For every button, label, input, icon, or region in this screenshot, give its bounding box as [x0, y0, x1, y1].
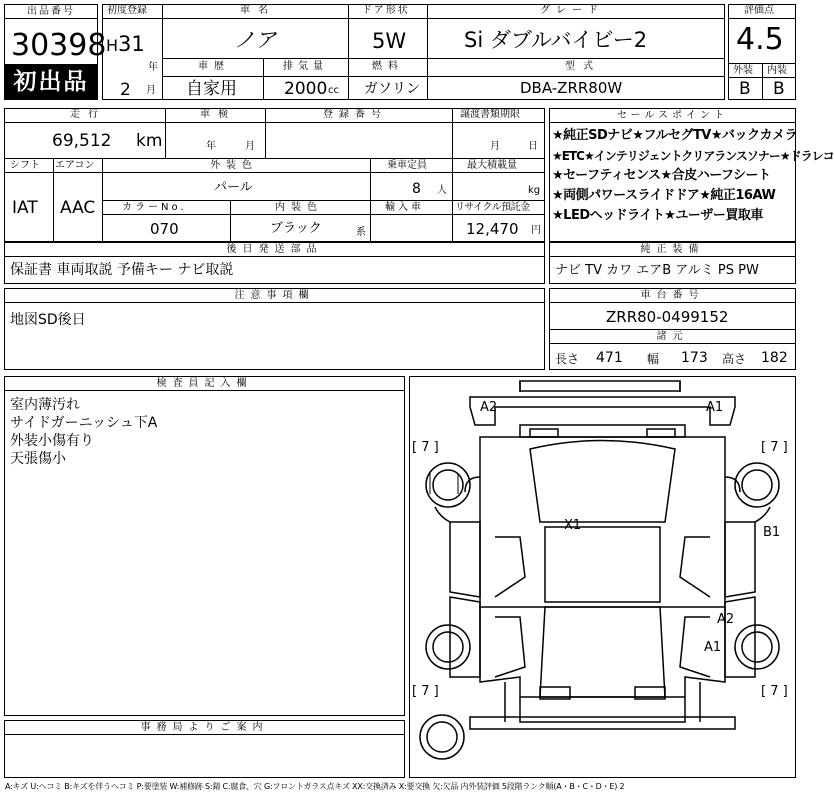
- door-type: 5W: [372, 29, 407, 53]
- equipment-label: 純正装備: [550, 243, 795, 257]
- sales-point-line: ★両側パワースライドドア★純正16AW: [552, 188, 776, 203]
- int-color-suffix: 系: [356, 227, 366, 238]
- inspection-label: 車検: [200, 109, 236, 120]
- exterior-grade-label: 外装: [733, 65, 753, 76]
- int-color-label: 内装色: [275, 202, 323, 213]
- front-panel-shape: [470, 397, 735, 425]
- inspection-year-unit: 年: [206, 141, 216, 152]
- model: DBA-ZRR80W: [520, 79, 623, 97]
- inspector-note: 外装小傷有り: [10, 433, 94, 449]
- equipment-text: ナビ TV カワ エアB アルミ PS PW: [555, 263, 759, 278]
- legend: A:キズ U:ヘコミ B:キズを伴うヘコミ P:要塗装 W:補修跡 S:錆 C:腐食、穴 G:フロントガラス点キズ XX:交換済み X:要交換 欠:欠品 内外装評価 5段階ランク順(A・B・C・D・E) 2: [5, 782, 625, 791]
- windshield-shape: [530, 441, 675, 523]
- right-front-door: [725, 522, 755, 597]
- inspector-note: 室内薄汚れ: [10, 397, 80, 413]
- fuel-label: 燃料: [372, 61, 404, 72]
- office-box: [4, 720, 405, 778]
- mark-right-rear-door: B1: [763, 525, 781, 540]
- transfer-day-unit: 日: [528, 141, 538, 152]
- car-diagram: [410, 377, 795, 777]
- spare-bracket-mark: [426, 481, 440, 494]
- score: 4.5: [736, 22, 784, 57]
- height-label: 高さ: [722, 352, 747, 366]
- length-label: 長さ: [555, 352, 580, 366]
- ac-label: エアコン: [55, 160, 95, 171]
- shift-label: シフト: [10, 160, 40, 171]
- tire-mark-fr: [ 7 ]: [761, 440, 788, 455]
- rear-glass-shape: [540, 607, 665, 697]
- mileage-unit: km: [136, 131, 163, 151]
- reg-year: 31: [118, 32, 145, 56]
- left-front-door: [450, 522, 480, 597]
- import-label: 輸入車: [385, 202, 424, 213]
- tire-mark-rl: [ 7 ]: [412, 684, 439, 699]
- inspector-note: サイドガーニッシュ下A: [10, 415, 158, 431]
- tire-mark-rr: [ 7 ]: [761, 684, 788, 699]
- model-label: 型式: [565, 61, 601, 72]
- era: H: [106, 36, 119, 55]
- history-label: 車歴: [198, 61, 230, 72]
- lot-number: 30398: [11, 28, 107, 63]
- dims-label: 諸元: [550, 330, 795, 344]
- first-listing-badge: 初出品: [4, 64, 98, 100]
- front-bumper-shape: [520, 381, 680, 391]
- left-rear-door: [450, 597, 480, 677]
- recycle-unit: 円: [531, 225, 541, 236]
- displacement-label: 排気量: [283, 61, 328, 72]
- history: 自家用: [186, 79, 237, 99]
- mileage: 69,512: [52, 131, 112, 151]
- door-label: ドア形状: [362, 5, 410, 16]
- inspector-label: 検査員記入欄: [5, 377, 404, 391]
- notes-label: 注意事項欄: [5, 289, 544, 303]
- mark-front-left: A2: [480, 400, 498, 415]
- rear-bumper-shape: [470, 717, 735, 729]
- month-unit: 月: [146, 85, 156, 96]
- notes-text: 地図SD後日: [10, 312, 86, 328]
- mark-front-right: A1: [706, 400, 724, 415]
- later-parts-box: [4, 242, 545, 284]
- year-unit: 年: [148, 62, 158, 73]
- height: 182: [761, 350, 788, 366]
- displacement: 2000: [284, 79, 328, 99]
- int-color: ブラック: [270, 221, 322, 236]
- color-no: 070: [150, 220, 179, 238]
- roof-shape: [545, 527, 660, 602]
- max-load-label: 最大積載量: [467, 160, 517, 171]
- sales-points-box: [549, 108, 834, 242]
- car-name: ノア: [234, 28, 276, 52]
- later-parts-text: 保証書 車両取説 予備キー ナビ取説: [10, 262, 234, 278]
- mark-right-quarter-a2: A2: [717, 612, 735, 627]
- sales-points-label: セールスポイント: [550, 109, 795, 123]
- fuel: ガソリン: [364, 81, 420, 97]
- transfer-month-unit: 月: [490, 141, 500, 152]
- car-diagram-box: [409, 376, 796, 778]
- first-reg-label: 初度登録: [107, 5, 147, 16]
- equipment-box: [549, 242, 796, 284]
- registration-label: 登録番号: [323, 109, 387, 120]
- inspector-box: [4, 376, 405, 716]
- chassis-label: 車台番号: [550, 289, 795, 303]
- recycle: 12,470: [466, 220, 519, 238]
- lot-number-label: 出品番号: [5, 5, 97, 19]
- mark-right-quarter-a1: A1: [704, 640, 722, 655]
- front-light-right: [647, 429, 675, 437]
- length: 471: [596, 350, 623, 366]
- interior-grade: B: [773, 79, 785, 99]
- color-no-label: カラーNo.: [122, 202, 187, 213]
- grade: Si ダブルバイビー2: [464, 28, 648, 52]
- car-name-label: 車名: [240, 5, 276, 16]
- transfer-label: 譲渡書類期限: [460, 109, 520, 120]
- width-label: 幅: [647, 352, 660, 366]
- ac: AAC: [60, 198, 96, 218]
- reg-month: 2: [120, 80, 131, 100]
- right-rear-door: [725, 597, 755, 677]
- chassis-box: [549, 288, 796, 370]
- capacity: 8: [412, 181, 421, 197]
- recycle-label: リサイクル預託金: [455, 202, 530, 213]
- displacement-unit: cc: [328, 85, 339, 96]
- later-parts-label: 後日発送部品: [5, 243, 544, 257]
- mark-roof: X1: [564, 518, 582, 533]
- capacity-unit: 人: [437, 185, 447, 196]
- interior-grade-label: 内装: [767, 65, 787, 76]
- sales-point-line: ★セーフティセンス★合皮ハーフシート: [552, 168, 771, 183]
- inspector-note: 天張傷小: [10, 451, 66, 467]
- sales-point-line: ★純正SDナビ★フルセグTV★バックカメラ: [552, 128, 798, 143]
- tire-mark-fl: [ 7 ]: [412, 440, 439, 455]
- capacity-label: 乗車定員: [387, 160, 427, 171]
- mileage-label: 走行: [70, 109, 106, 120]
- sales-point-line: ★LEDヘッドライト★ユーザー買取車: [552, 208, 763, 223]
- grille-shape: [520, 425, 685, 437]
- score-label: 評価点: [744, 5, 774, 16]
- max-load-unit: kg: [528, 185, 541, 196]
- front-light-left: [530, 429, 558, 437]
- exterior-grade: B: [739, 79, 751, 99]
- chassis-number: ZRR80-0499152: [606, 308, 729, 326]
- width: 173: [681, 350, 708, 366]
- ext-color: パール: [214, 180, 253, 195]
- grade-label: グレード: [540, 5, 604, 16]
- notes-box: [4, 288, 545, 370]
- inspection-month-unit: 月: [245, 141, 255, 152]
- shift: IAT: [12, 198, 38, 218]
- office-label: 事務局よりご案内: [5, 721, 404, 735]
- ext-color-label: 外装色: [210, 160, 258, 171]
- sales-point-line: ★ETC★インテリジェントクリアランスソナー★ドラレコ: [552, 149, 834, 163]
